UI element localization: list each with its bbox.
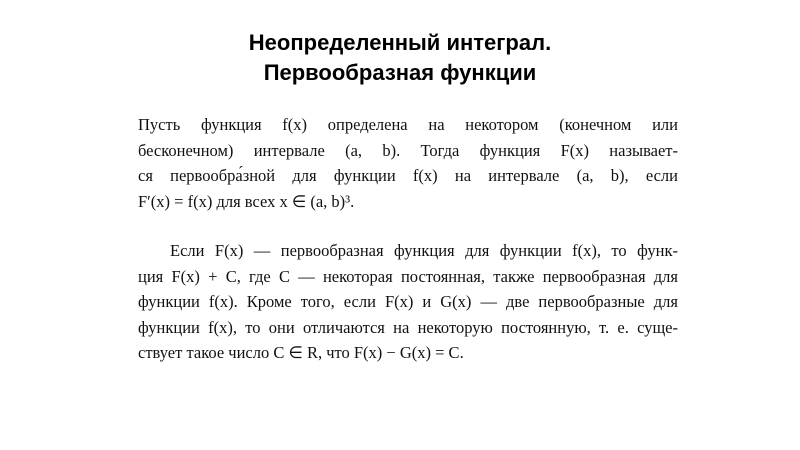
text-line: ствует такое число C ∈ R, что F(x) − G(x) = C. xyxy=(138,343,464,362)
text-line: функции f(x). Кроме того, если F(x) и G(x) — две первообразные для xyxy=(138,292,678,311)
text-line: ция F(x) + C, где C — некоторая постоянная, также первообразная для xyxy=(138,266,678,286)
text-line: функции f(x), то они отличаются на некоторую постоянную, т. е. суще- xyxy=(138,317,678,337)
page-title-line-2: Первообразная функции xyxy=(263,60,537,85)
definition-paragraph xyxy=(138,112,678,214)
text-line: Пусть функция f(x) определена на некотором (конечном или xyxy=(138,115,678,134)
text-line: ся первообра́зной для функции f(x) на интервале (a, b), если xyxy=(138,166,678,185)
theorem-paragraph xyxy=(138,238,678,366)
page-title-line-1: Неопределенный интеграл. xyxy=(248,30,552,55)
text-line: бесконечном) интервале (a, b). Тогда функция F(x) называет- xyxy=(138,140,678,160)
text-line: Если F(x) — первообразная функция для функции f(x), то функ- xyxy=(170,241,678,260)
text-line: F′(x) = f(x) для всех x ∈ (a, b)³. xyxy=(138,191,355,211)
page-title xyxy=(0,28,800,88)
